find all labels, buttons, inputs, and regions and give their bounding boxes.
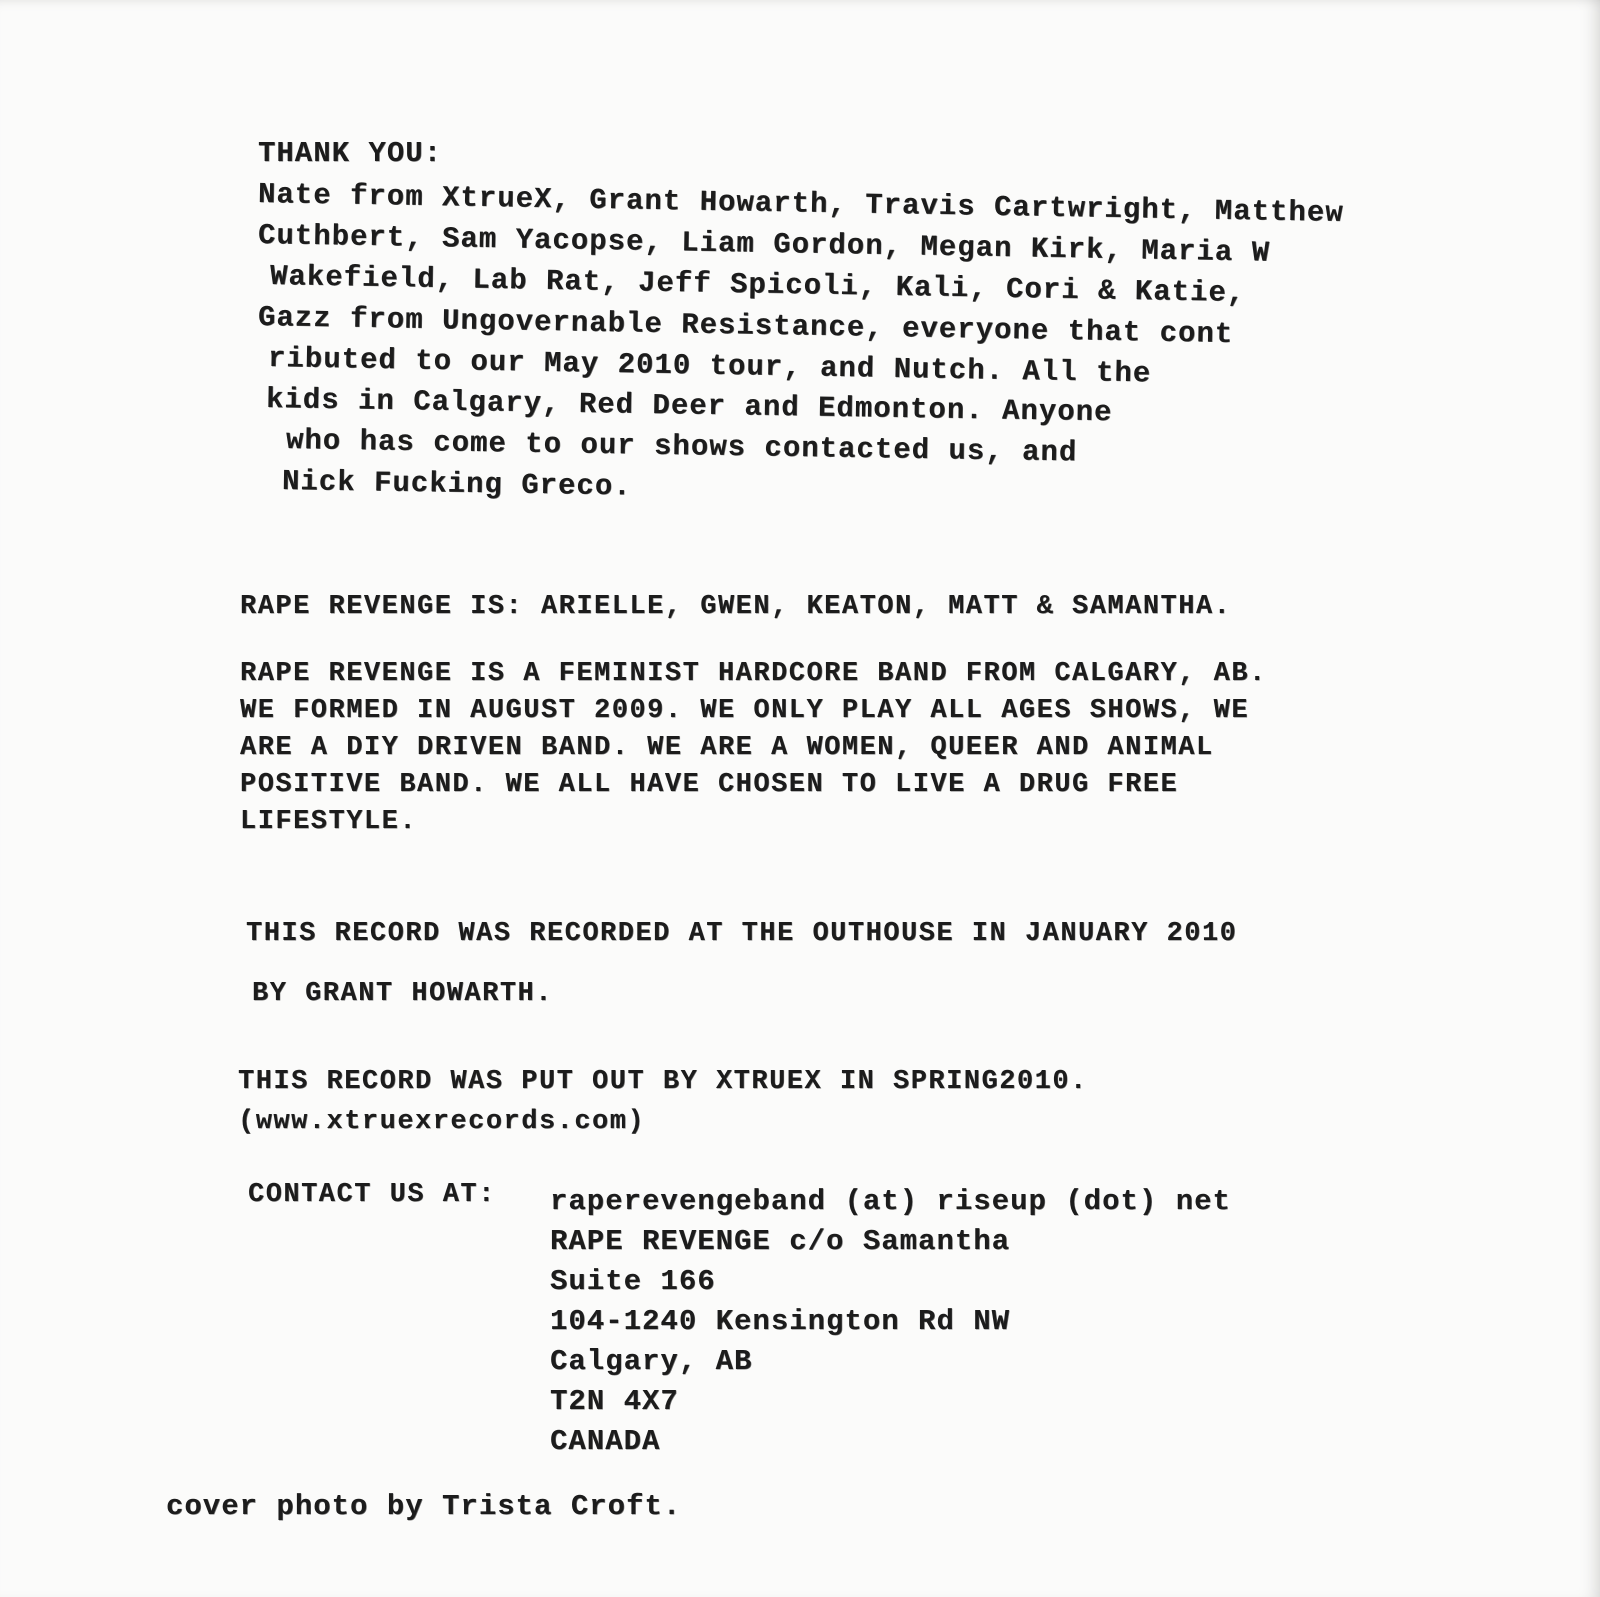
thank-you-line: who has come to our shows contacted us, and	[285, 424, 1078, 470]
contact-email: raperevengeband (at) riseup (dot) net	[550, 1185, 1231, 1218]
band-about-line: WE FORMED IN AUGUST 2009. WE ONLY PLAY ALL AGES SHOWS, WE	[240, 696, 1250, 726]
thank-you-line: Gazz from Ungovernable Resistance, everyone that cont	[257, 301, 1234, 352]
contact-address-line: T2N 4X7	[550, 1385, 679, 1418]
band-about-line: RAPE REVENGE IS A FEMINIST HARDCORE BAND FROM CALGARY, AB.	[240, 659, 1267, 689]
recording-info-line: BY GRANT HOWARTH.	[252, 979, 553, 1009]
contact-section	[550, 1182, 1450, 1462]
band-about-section	[240, 656, 1440, 841]
band-about-line: LIFESTYLE.	[240, 807, 418, 837]
photo-credit: cover photo by Trista Croft.	[166, 1490, 682, 1523]
release-info-line: THIS RECORD WAS PUT OUT BY XTRUEX IN SPRING2010.	[238, 1067, 1088, 1097]
contact-address-line: Calgary, AB	[550, 1345, 753, 1378]
thank-you-line: Wakefield, Lab Rat, Jeff Spicoli, Kali, Cori & Katie,	[269, 260, 1246, 311]
contact-address-line: 104-1240 Kensington Rd NW	[550, 1305, 1011, 1338]
band-about-line: POSITIVE BAND. WE ALL HAVE CHOSEN TO LIVE A DRUG FREE	[240, 770, 1179, 800]
release-website: (www.xtruexrecords.com)	[238, 1107, 646, 1137]
contact-label: CONTACT US AT:	[248, 1180, 496, 1210]
contact-address-line: Suite 166	[550, 1265, 716, 1298]
thank-you-line: Nate from XtrueX, Grant Howarth, Travis Cartwright, Matthew	[257, 178, 1344, 230]
recording-info-section	[246, 912, 1446, 1014]
thank-you-line: kids in Calgary, Red Deer and Edmonton. Anyone	[265, 383, 1113, 430]
thank-you-heading: THANK YOU:	[258, 137, 443, 170]
contact-address-line: RAPE REVENGE c/o Samantha	[550, 1225, 1011, 1258]
thank-you-line: Nick Fucking Greco.	[281, 465, 632, 504]
band-members-section	[240, 592, 1440, 622]
thank-you-section	[258, 133, 1458, 502]
release-info-section	[238, 1062, 1438, 1142]
recording-info-line: THIS RECORD WAS RECORDED AT THE OUTHOUSE IN JANUARY 2010	[246, 919, 1238, 949]
contact-address-line: CANADA	[550, 1425, 661, 1458]
thank-you-line: Cuthbert, Sam Yacopse, Liam Gordon, Megan Kirk, Maria W	[257, 219, 1271, 270]
thank-you-line: ributed to our May 2010 tour, and Nutch. All the	[267, 342, 1152, 391]
band-members-line: RAPE REVENGE IS: ARIELLE, GWEN, KEATON, MATT & SAMANTHA.	[240, 592, 1232, 622]
band-about-line: ARE A DIY DRIVEN BAND. WE ARE A WOMEN, QUEER AND ANIMAL	[240, 733, 1214, 763]
